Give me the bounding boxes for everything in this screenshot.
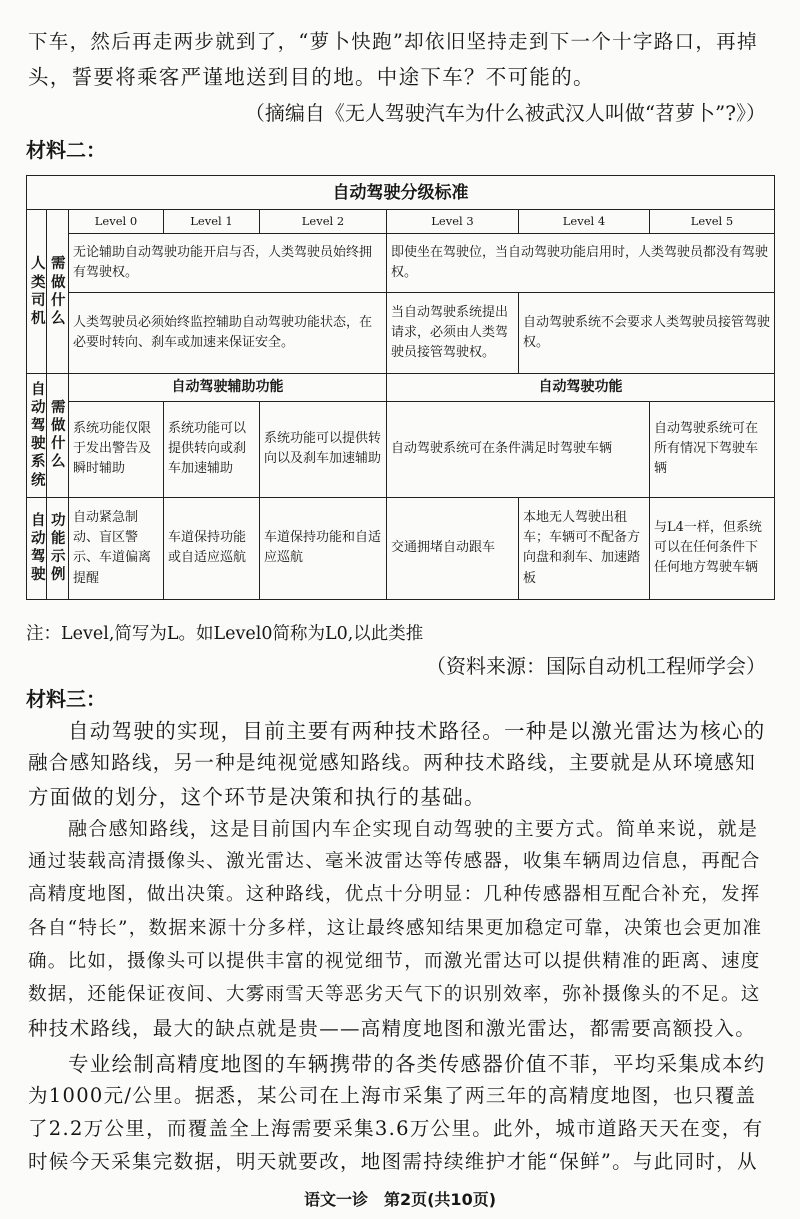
m3-line-14: 时候今天采集完数据，明天就要改，地图需持续维护才能“保鲜”。与此同时，从: [28, 1150, 758, 1173]
m3-line-1: 自动驾驶的实现，目前主要有两种技术路径。一种是以激光雷达为核心的: [68, 719, 766, 743]
intro-source: （摘编自《无人驾驶汽车为什么被武汉人叫做“苕萝卜”?》）: [244, 101, 766, 125]
row3-l0-cell: 自动紧急制动、盲区警示、车道偏离提醒: [69, 497, 164, 599]
row2-l5-cell: 自动驾驶系统可在所有情况下驾驶车辆: [650, 401, 775, 497]
row2-header: 自动驾驶系统: [27, 373, 47, 497]
row1a-right-cell: 即使坐在驾驶位，当自动驾驶功能启用时，人类驾驶员都没有驾驶权。: [387, 234, 775, 292]
row1-subheader: 需做什么: [47, 210, 69, 374]
m3-line-6: 高精度地图，做出决策。这种路线，优点十分明显：几种传感器相互配合补充，发挥: [28, 884, 761, 905]
m3-line-11: 专业绘制高精度地图的车辆携带的各类传感器价值不菲，平均采集成本约: [68, 1052, 766, 1076]
level-1-header: Level 1: [164, 210, 260, 234]
material2-heading: 材料二：: [26, 138, 106, 162]
row3-l4-cell: 本地无人驾驶出租车；车辆可不配备方向盘和刹车、加速踏板: [519, 497, 650, 599]
level-2-header: Level 2: [260, 210, 387, 234]
intro-line-2: 头，誓要将乘客严谨地送到目的地。中途下车？不可能的。: [28, 65, 595, 89]
row3-header: 自动驾驶: [27, 497, 47, 599]
m3-line-7: 各自“特长”，数据来源十分多样，这让最终感知结果更加稳定可靠，决策也会更加准: [28, 918, 763, 939]
row1b-left-cell: 人类驾驶员必须始终监控辅助自动驾驶功能状态，在必要时转向、刹车或加速来保证安全。: [69, 292, 387, 373]
table-source: （资料来源：国际自动机工程师学会）: [426, 654, 766, 678]
m3-line-9: 数据，还能保证夜间、大雾雨雪天等恶劣天气下的识别效率，弥补摄像头的不足。这: [28, 984, 761, 1005]
table-note: 注：Level,简写为L。如Level0简称为L0,以此类推: [26, 624, 424, 644]
material3-heading: 材料三：: [26, 687, 106, 711]
row2-subheader: 需做什么: [47, 373, 69, 497]
row3-l2-cell: 车道保持功能和自适应巡航: [260, 497, 387, 599]
row1a-left-cell: 无论辅助自动驾驶功能开启与否，人类驾驶员始终拥有驾驶权。: [69, 234, 387, 292]
table-title: 自动驾驶分级标准: [27, 176, 775, 210]
page-footer: 语文一诊 第2页(共10页): [303, 1190, 497, 1209]
m3-line-5: 通过装载高清摄像头、激光雷达、毫米波雷达等传感器，收集车辆周边信息，再配合: [28, 851, 761, 872]
intro-line-1: 下车，然后再走两步就到了，“萝卜快跑”却依旧坚持走到下一个十字路口，再掉: [28, 30, 758, 53]
level-3-header: Level 3: [387, 210, 519, 234]
m3-line-13: 了2.2万公里，而覆盖全上海需要采集3.6万公里。此外，城市道路天天在变，有: [28, 1117, 764, 1140]
m3-line-12: 为1000元/公里。据悉，某公司在上海市采集了两三年的高精度地图，也只覆盖: [28, 1084, 757, 1107]
m3-line-4: 融合感知路线，这是目前国内车企实现自动驾驶的主要方式。简单来说，就是: [68, 818, 759, 840]
level-4-header: Level 4: [519, 210, 650, 234]
group-auto-header: 自动驾驶功能: [387, 373, 775, 401]
level-5-header: Level 5: [650, 210, 775, 234]
row3-subheader: 功能示例: [47, 497, 69, 599]
row1b-mid-cell: 当自动驾驶系统提出请求，必须由人类驾驶员接管驾驶权。: [387, 292, 519, 373]
row2-l34-cell: 自动驾驶系统可在条件满足时驾驶车辆: [387, 401, 650, 497]
row2-l0-cell: 系统功能仅限于发出警告及瞬时辅助: [69, 401, 164, 497]
m3-line-10: 种技术路线，最大的缺点就是贵——高精度地图和激光雷达，都需要高额投入。: [28, 1017, 757, 1040]
row3-l5-cell: 与L4一样，但系统可以在任何条件下任何地方驾驶车辆: [650, 497, 775, 599]
row2-l2-cell: 系统功能可以提供转向以及刹车加速辅助: [260, 401, 387, 497]
level-standard-table: [26, 175, 775, 600]
m3-line-3: 方面做的划分，这个环节是决策和执行的基础。: [28, 785, 486, 809]
m3-line-8: 确。比如，摄像头可以提供丰富的视觉细节，而激光雷达可以提供精准的距离、速度: [28, 951, 761, 972]
group-assist-header: 自动驾驶辅助功能: [69, 373, 387, 401]
level-0-header: Level 0: [69, 210, 164, 234]
row3-l3-cell: 交通拥堵自动跟车: [387, 497, 519, 599]
m3-line-2: 融合感知路线，另一种是纯视觉感知路线。两种技术路线，主要就是从环境感知: [28, 751, 757, 774]
row3-l1-cell: 车道保持功能或自适应巡航: [164, 497, 260, 599]
row1-header: 人类司机: [27, 210, 47, 374]
row2-l1-cell: 系统功能可以提供转向或刹车加速辅助: [164, 401, 260, 497]
row1b-right-cell: 自动驾驶系统不会要求人类驾驶员接管驾驶权。: [519, 292, 775, 373]
